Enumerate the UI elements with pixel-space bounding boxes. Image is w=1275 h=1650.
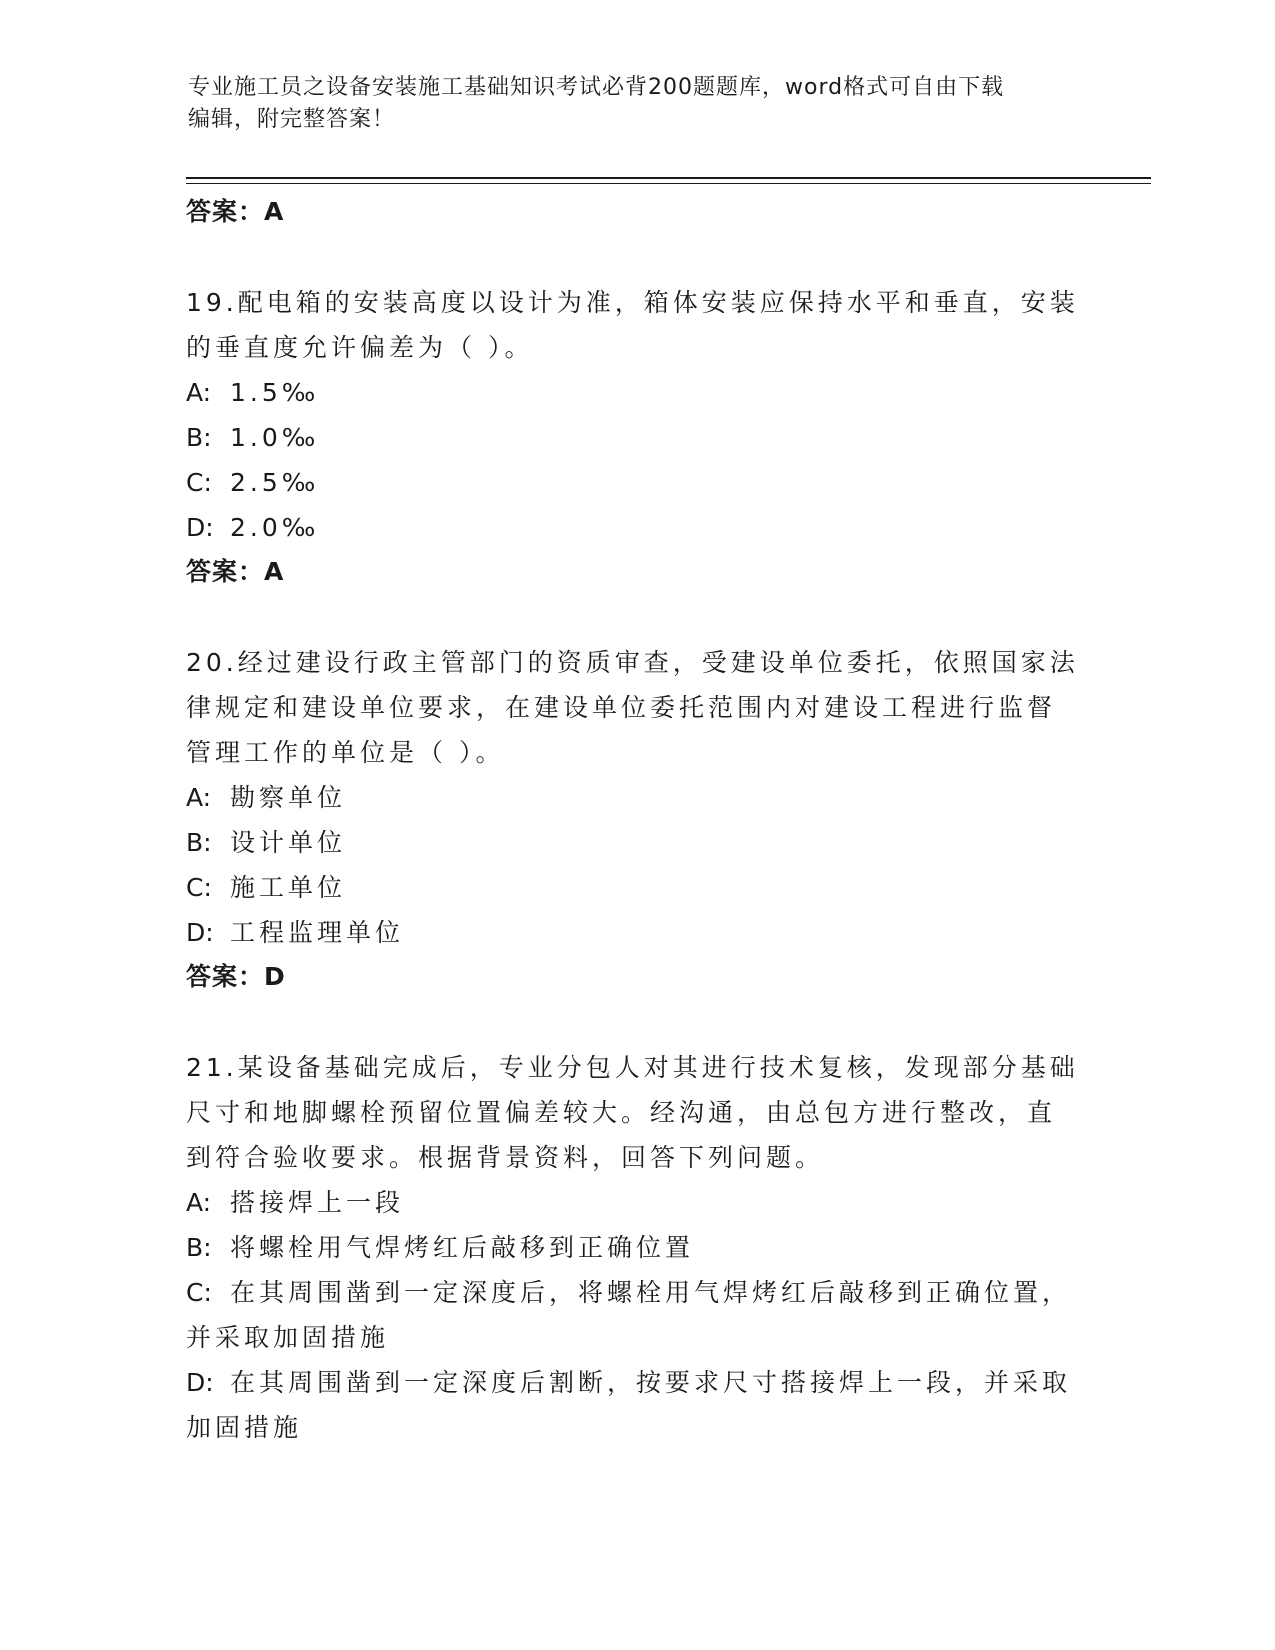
question-text-line: 律规定和建设单位要求，在建设单位委托范围内对建设工程进行监督 [186,693,1057,722]
option-text: 施工单位 [230,873,347,902]
question-text-line: 19.配电箱的安装高度以设计为准，箱体安装应保持水平和垂直，安装 [186,288,1079,317]
option-text: 搭接焊上一段 [230,1188,405,1217]
option-text: 1.5‰ [230,378,320,407]
previous-answer: 答案：A [186,197,285,226]
answer: 答案：D [186,962,286,991]
header-line-1: 专业施工员之设备安装施工基础知识考试必背200题题库，word格式可自由下载 [188,75,1005,100]
option-text: 在其周围凿到一定深度后，将螺栓用气焊烤红后敲移到正确位置， [230,1278,1072,1307]
question-text-line: 管理工作的单位是（ ）。 [186,738,505,767]
option-key: B: [186,423,212,452]
question-text-line: 尺寸和地脚螺栓预留位置偏差较大。经沟通，由总包方进行整改，直 [186,1098,1057,1127]
option-key: A: [186,783,212,812]
option-c [186,865,1086,910]
option-d [186,505,1086,550]
option-key: D: [186,1368,214,1397]
option-key: A: [186,1188,212,1217]
option-text: 1.0‰ [230,423,320,452]
question-21 [186,1045,1086,1450]
option-key: C: [186,873,212,902]
option-c-continued: 并采取加固措施 [186,1323,390,1352]
answer: 答案：A [186,557,285,586]
option-text: 设计单位 [230,828,347,857]
question-text-line: 20.经过建设行政主管部门的资质审查，受建设单位委托，依照国家法 [186,648,1079,677]
question-list [186,190,1086,1450]
option-text: 2.5‰ [230,468,320,497]
option-text: 勘察单位 [230,783,347,812]
option-d [186,910,1086,955]
option-b [186,1225,1086,1270]
option-text: 工程监理单位 [230,918,405,947]
option-d-continued: 加固措施 [186,1413,303,1442]
question-text-line: 到符合验收要求。根据背景资料，回答下列问题。 [186,1143,825,1172]
option-key: D: [186,918,214,947]
option-key: D: [186,513,214,542]
option-key: B: [186,828,212,857]
option-key: B: [186,1233,212,1262]
question-text-line: 的垂直度允许偏差为（ ）。 [186,333,534,362]
spacer [186,234,1086,280]
spacer [186,594,1086,640]
option-text: 在其周围凿到一定深度后割断，按要求尺寸搭接焊上一段，并采取 [230,1368,1072,1397]
question-text-line: 21.某设备基础完成后，专业分包人对其进行技术复核，发现部分基础 [186,1053,1079,1082]
option-key: A: [186,378,212,407]
question-20 [186,640,1086,999]
option-a [186,370,1086,415]
option-key: C: [186,1278,212,1307]
document-header [188,72,1088,136]
option-c [186,460,1086,505]
option-c [186,1270,1086,1315]
option-b [186,820,1086,865]
option-a [186,775,1086,820]
option-text: 2.0‰ [230,513,320,542]
option-d [186,1360,1086,1405]
header-divider-thick [186,177,1151,179]
header-divider-thin [186,183,1151,184]
option-key: C: [186,468,212,497]
header-line-2: 编辑，附完整答案！ [188,107,396,132]
option-b [186,415,1086,460]
option-a [186,1180,1086,1225]
question-19 [186,280,1086,594]
spacer [186,999,1086,1045]
option-text: 将螺栓用气焊烤红后敲移到正确位置 [230,1233,695,1262]
